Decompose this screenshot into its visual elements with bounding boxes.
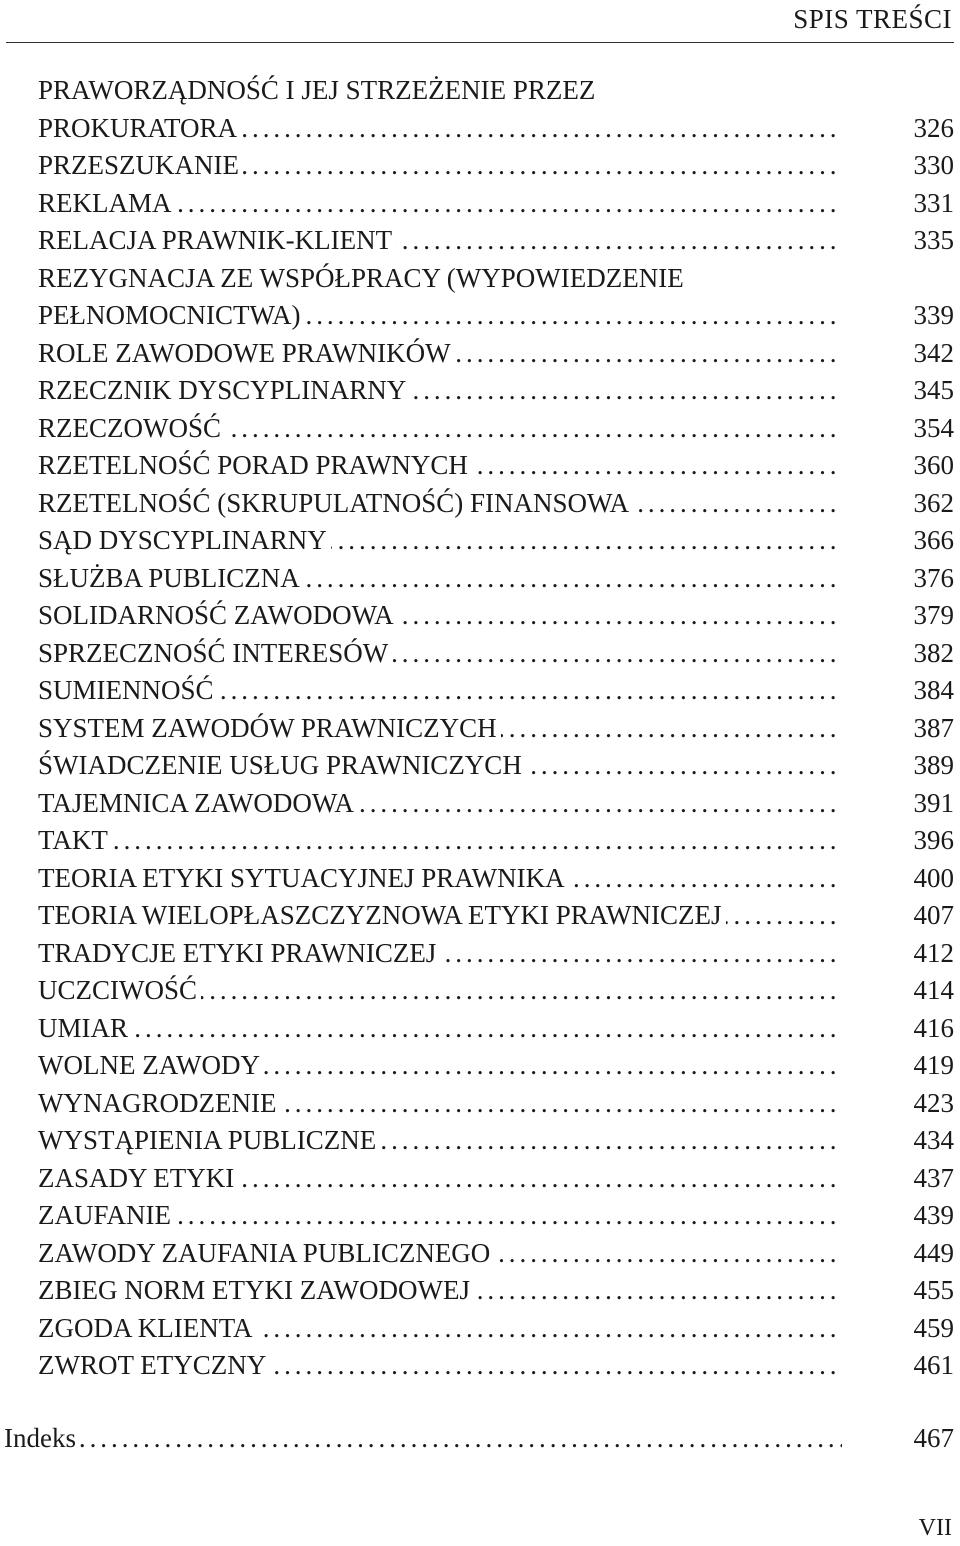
toc-entry-page: 396	[913, 825, 954, 855]
toc-entry-page: 360	[913, 450, 954, 480]
toc-entry-label: ZBIEG NORM ETYKI ZAWODOWEJ	[38, 1275, 474, 1305]
toc-entry	[38, 1347, 954, 1385]
toc-entry	[38, 1272, 954, 1310]
toc-entry-label: REKLAMA	[38, 188, 176, 218]
toc-entry-page: 326	[913, 112, 954, 143]
toc-entry	[38, 485, 954, 523]
table-of-contents	[38, 72, 954, 1385]
toc-entry	[38, 222, 954, 260]
toc-entry-page: 459	[913, 1312, 954, 1343]
toc-entry-label: TEORIA ETYKI SYTUACYJNEJ PRAWNIKA	[38, 863, 569, 893]
toc-entry-page: 345	[913, 375, 954, 405]
toc-entry-label: RZETELNOŚĆ PORAD PRAWNYCH	[38, 450, 472, 480]
toc-entry	[38, 147, 954, 185]
toc-entry-label: SUMIENNOŚĆ	[38, 675, 218, 705]
dot-leader	[38, 1010, 842, 1048]
toc-entry	[38, 522, 954, 560]
toc-entry-page: 331	[913, 187, 954, 218]
toc-entry	[38, 860, 954, 898]
toc-entry	[38, 297, 954, 335]
toc-entry	[38, 1010, 954, 1048]
toc-entry	[38, 1047, 954, 1085]
toc-entry-page: 407	[913, 900, 954, 930]
toc-entry	[38, 110, 954, 148]
toc-entry-label: RELACJA PRAWNIK-KLIENT	[38, 225, 396, 255]
toc-entry-page: 412	[913, 937, 954, 968]
toc-entry	[38, 935, 954, 973]
toc-entry-label: ZAWODY ZAUFANIA PUBLICZNEGO	[38, 1238, 494, 1268]
toc-entry-page: 455	[913, 1275, 954, 1305]
toc-entry	[38, 635, 954, 673]
toc-entry	[38, 260, 954, 298]
toc-entry-label: SYSTEM ZAWODÓW PRAWNICZYCH	[38, 713, 501, 743]
toc-entry	[38, 1085, 954, 1123]
toc-entry-page: 379	[913, 600, 954, 630]
toc-entry-label: SŁUŻBA PUBLICZNA	[38, 563, 304, 593]
toc-entry-page: 389	[913, 750, 954, 780]
index-entry	[4, 1420, 954, 1458]
toc-entry-page: 391	[913, 787, 954, 818]
toc-entry-label: PROKURATORA	[38, 113, 241, 143]
toc-entry-page: 449	[913, 1237, 954, 1268]
toc-entry-page: 382	[913, 637, 954, 668]
toc-entry-label: PRZESZUKANIE	[38, 150, 243, 180]
toc-entry-label: RZETELNOŚĆ (SKRUPULATNOŚĆ) FINANSOWA	[38, 488, 633, 518]
toc-entry	[38, 1122, 954, 1160]
toc-entry-label: ZWROT ETYCZNY	[38, 1350, 270, 1380]
toc-entry-page: 419	[913, 1050, 954, 1080]
toc-entry	[38, 897, 954, 935]
toc-entry-label: TAJEMNICA ZAWODOWA	[38, 788, 358, 818]
toc-entry	[38, 1197, 954, 1235]
toc-entry-page: 376	[913, 562, 954, 593]
toc-entry	[38, 1235, 954, 1273]
toc-entry	[38, 410, 954, 448]
toc-entry	[38, 972, 954, 1010]
dot-leader	[38, 822, 842, 860]
toc-entry-label: ZAUFANIE	[38, 1200, 175, 1230]
toc-entry-page: 330	[913, 150, 954, 180]
toc-entry-label: WYSTĄPIENIA PUBLICZNE	[38, 1125, 380, 1155]
toc-entry-page: 387	[913, 712, 954, 743]
toc-entry	[38, 597, 954, 635]
toc-entry-page: 366	[913, 525, 954, 555]
toc-entry-page: 335	[913, 225, 954, 255]
running-header: SPIS TREŚCI	[793, 4, 952, 34]
toc-entry-page: 423	[913, 1087, 954, 1118]
toc-entry-page: 384	[913, 675, 954, 705]
toc-entry	[38, 785, 954, 823]
toc-entry-label: SOLIDARNOŚĆ ZAWODOWA	[38, 600, 398, 630]
toc-entry-page: 400	[913, 862, 954, 893]
toc-entry-label: ŚWIADCZENIE USŁUG PRAWNICZYCH	[38, 750, 526, 780]
toc-entry-label: REZYGNACJA ZE WSPÓŁPRACY (WYPOWIEDZENIE	[38, 263, 688, 293]
toc-entry-page: 416	[913, 1012, 954, 1043]
toc-entry	[38, 710, 954, 748]
toc-entry-label: ZGODA KLIENTA	[38, 1313, 257, 1343]
toc-entry	[38, 72, 954, 110]
toc-entry-page: 461	[913, 1350, 954, 1380]
toc-entry-label: SPRZECZNOŚĆ INTERESÓW	[38, 638, 392, 668]
toc-entry	[38, 672, 954, 710]
toc-entry	[38, 185, 954, 223]
toc-entry-page: 362	[913, 487, 954, 518]
toc-entry-label: TAKT	[38, 825, 112, 855]
toc-entry	[38, 1310, 954, 1348]
toc-entry	[38, 822, 954, 860]
toc-entry-page: 439	[913, 1200, 954, 1230]
toc-entry-page: 414	[913, 975, 954, 1005]
index-label: Indeks	[4, 1423, 80, 1453]
page-number: VII	[918, 1515, 952, 1541]
toc-entry-page: 354	[913, 412, 954, 443]
toc-entry-label: TEORIA WIELOPŁASZCZYZNOWA ETYKI PRAWNICZEJ	[38, 900, 726, 930]
toc-entry-label: WOLNE ZAWODY	[38, 1050, 264, 1080]
toc-entry-label: ROLE ZAWODOWE PRAWNIKÓW	[38, 338, 455, 368]
toc-entry-label: WYNAGRODZENIE	[38, 1088, 280, 1118]
toc-entry	[38, 747, 954, 785]
toc-entry-label: ZASADY ETYKI	[38, 1163, 238, 1193]
toc-entry-label: UCZCIWOŚĆ	[38, 975, 201, 1005]
toc-entry	[38, 372, 954, 410]
toc-entry	[38, 447, 954, 485]
toc-entry-label: TRADYCJE ETYKI PRAWNICZEJ	[38, 938, 440, 968]
index-page: 467	[913, 1423, 954, 1453]
toc-entry	[38, 1160, 954, 1198]
toc-entry	[38, 335, 954, 373]
toc-entry-page: 342	[913, 337, 954, 368]
toc-entry-label: RZECZNIK DYSCYPLINARNY	[38, 375, 410, 405]
toc-entry-label: UMIAR	[38, 1013, 132, 1043]
toc-entry	[38, 560, 954, 598]
toc-entry-label: PRAWORZĄDNOŚĆ I JEJ STRZEŻENIE PRZEZ	[38, 75, 599, 105]
toc-entry-label: PEŁNOMOCNICTWA)	[38, 300, 305, 330]
toc-entry-page: 339	[913, 300, 954, 330]
dot-leader	[4, 1420, 842, 1458]
header-divider	[6, 42, 954, 43]
toc-entry-label: SĄD DYSCYPLINARNY	[38, 525, 331, 555]
toc-entry-page: 437	[913, 1162, 954, 1193]
toc-entry-page: 434	[913, 1125, 954, 1155]
toc-entry-label: RZECZOWOŚĆ	[38, 413, 225, 443]
